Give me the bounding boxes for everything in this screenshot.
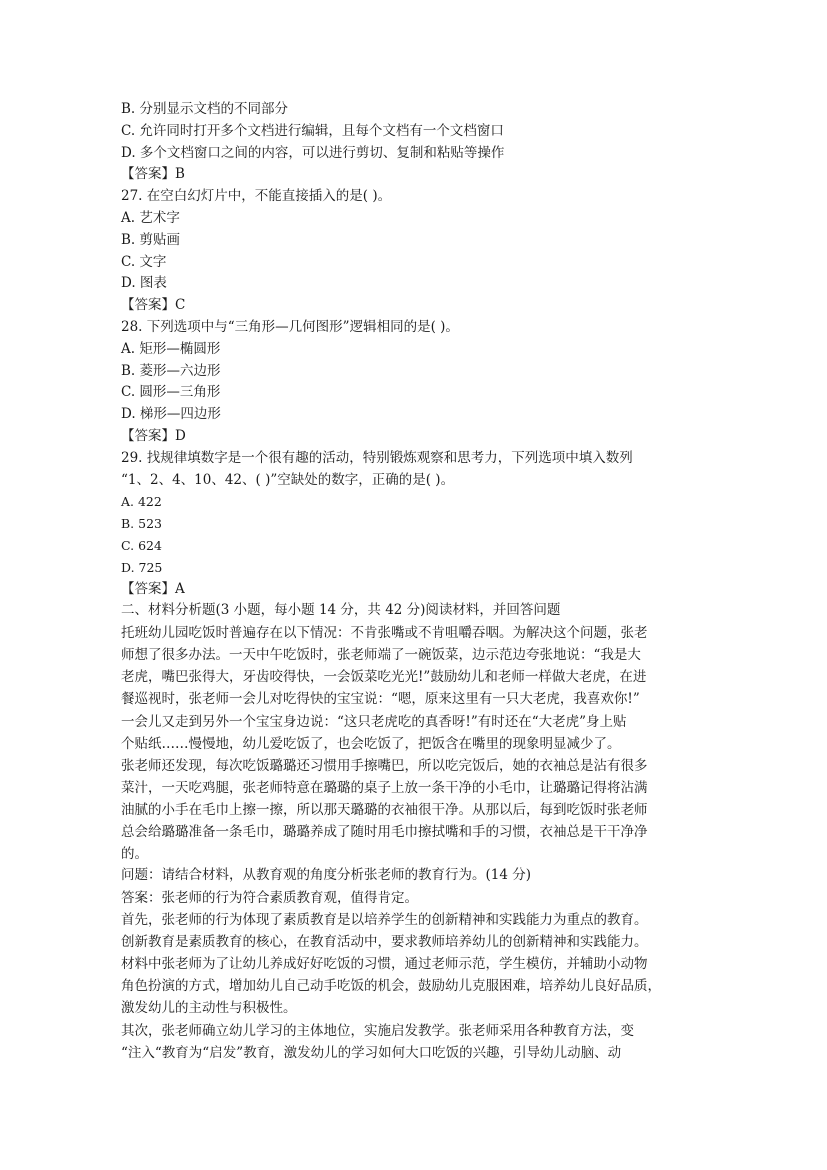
material-line: 的。 <box>121 846 148 863</box>
q27-stem: 27. 在空白幻灯片中，不能直接插入的是( )。 <box>121 188 392 205</box>
q28-answer: 【答案】D <box>121 427 186 444</box>
q28-option-b: B. 菱形—六边形 <box>121 362 221 379</box>
material-passage <box>121 622 707 865</box>
material-line: 个贴纸……慢慢地，幼儿爱吃饭了，也会吃饭了，把饭含在嘴里的现象明显减少了。 <box>121 735 621 752</box>
material-line: 张老师还发现，每次吃饭璐璐还习惯用手擦嘴巴，所以吃完饭后，她的衣袖总是沾有很多 <box>121 757 648 774</box>
q29-option-c: C. 624 <box>121 537 162 553</box>
material-line: 菜汁，一天吃鸡腿，张老师特意在璐璐的桌子上放一条干净的小毛巾，让璐璐记得将沾满 <box>121 779 648 796</box>
section-heading: 二、材料分析题(3 小题，每小题 14 分，共 42 分)阅读材料，并回答问题 <box>121 602 561 619</box>
q29-stem-line: 29. 找规律填数字是一个很有趣的活动，特别锻炼观察和思考力，下列选项中填入数列 <box>121 449 633 466</box>
material-line: 油腻的小手在毛巾上擦一擦，所以那天璐璐的衣袖很干净。从那以后，每到吃饭时张老师 <box>121 801 648 818</box>
answer-line: 首先，张老师的行为体现了素质教育是以培养学生的创新精神和实践能力为重点的教育。 <box>121 912 648 929</box>
answer-line: 创新教育是素质教育的核心，在教育活动中，要求教师培养幼儿的创新精神和实践能力。 <box>121 934 648 951</box>
document-page <box>121 99 707 1064</box>
q26-option-c: C. 允许同时打开多个文档进行编辑，且每个文档有一个文档窗口 <box>121 122 504 139</box>
q26-answer: 【答案】B <box>121 166 185 183</box>
answer-line: 其次，张老师确立幼儿学习的主体地位，实施启发教学。张老师采用各种教育方法，变 <box>121 1022 634 1039</box>
answer-line: 答案：张老师的行为符合素质教育观，值得肯定。 <box>121 889 418 906</box>
material-line: 餐巡视时，张老师一会儿对吃得快的宝宝说：“嗯，原来这里有一只大老虎，我喜欢你!” <box>121 691 640 708</box>
q27-option-a: A. 艺术字 <box>121 209 180 226</box>
material-line: 老虎，嘴巴张得大，牙齿咬得快，一会饭菜吃光光!”鼓励幼儿和老师一样做大老虎，在进 <box>121 669 647 686</box>
analysis-answer <box>121 887 707 1064</box>
q28-option-d: D. 梯形—四边形 <box>121 406 221 423</box>
q29-answer: 【答案】A <box>121 580 185 597</box>
material-line: 托班幼儿园吃饭时普遍存在以下情况：不肯张嘴或不肯咀嚼吞咽。为解决这个问题，张老 <box>121 625 648 642</box>
answer-line: “注入“教育为“启发”教育，激发幼儿的学习如何大口吃饭的兴趣，引导幼儿动脑、动 <box>121 1044 622 1061</box>
material-line: 师想了很多办法。一天中午吃饭时，张老师端了一碗饭菜，边示范边夸张地说：“我是大 <box>121 647 641 664</box>
answer-line: 材料中张老师为了让幼儿养成好好吃饭的习惯，通过老师示范，学生模仿，并辅助小动物 <box>121 956 648 973</box>
q28-option-a: A. 矩形—椭圆形 <box>121 340 221 357</box>
q29-option-d: D. 725 <box>121 559 163 575</box>
material-line: 总会给璐璐准备一条毛巾，璐璐养成了随时用毛巾擦拭嘴和手的习惯，衣袖总是干干净净 <box>121 823 648 840</box>
q27-option-c: C. 文字 <box>121 253 167 270</box>
q27-answer: 【答案】C <box>121 297 186 314</box>
q29-option-a: A. 422 <box>121 494 162 510</box>
q27-option-d: D. 图表 <box>121 275 167 292</box>
q28-option-c: C. 圆形—三角形 <box>121 384 221 401</box>
q29-option-b: B. 523 <box>121 516 162 532</box>
analysis-question: 问题：请结合材料，从教育观的角度分析张老师的教育行为。(14 分) <box>121 867 532 884</box>
material-line: 一会儿又走到另外一个宝宝身边说：“这只老虎吃的真香呀!”有时还在“大老虎”身上贴 <box>121 713 627 730</box>
answer-line: 激发幼儿的主动性与积极性。 <box>121 1000 297 1017</box>
q26-option-d: D. 多个文档窗口之间的内容，可以进行剪切、复制和粘贴等操作 <box>121 144 505 161</box>
q28-stem: 28. 下列选项中与“三角形—几何图形”逻辑相同的是( )。 <box>121 318 459 335</box>
q29-stem-line: “1、2、4、10、42、( )”空缺处的数字，正确的是( )。 <box>121 471 455 488</box>
q26-option-b: B. 分别显示文档的不同部分 <box>121 101 289 117</box>
q27-option-b: B. 剪贴画 <box>121 231 181 248</box>
answer-line: 角色扮演的方式，增加幼儿自己动手吃饭的机会，鼓励幼儿克服困难，培养幼儿良好品质， <box>121 978 661 995</box>
